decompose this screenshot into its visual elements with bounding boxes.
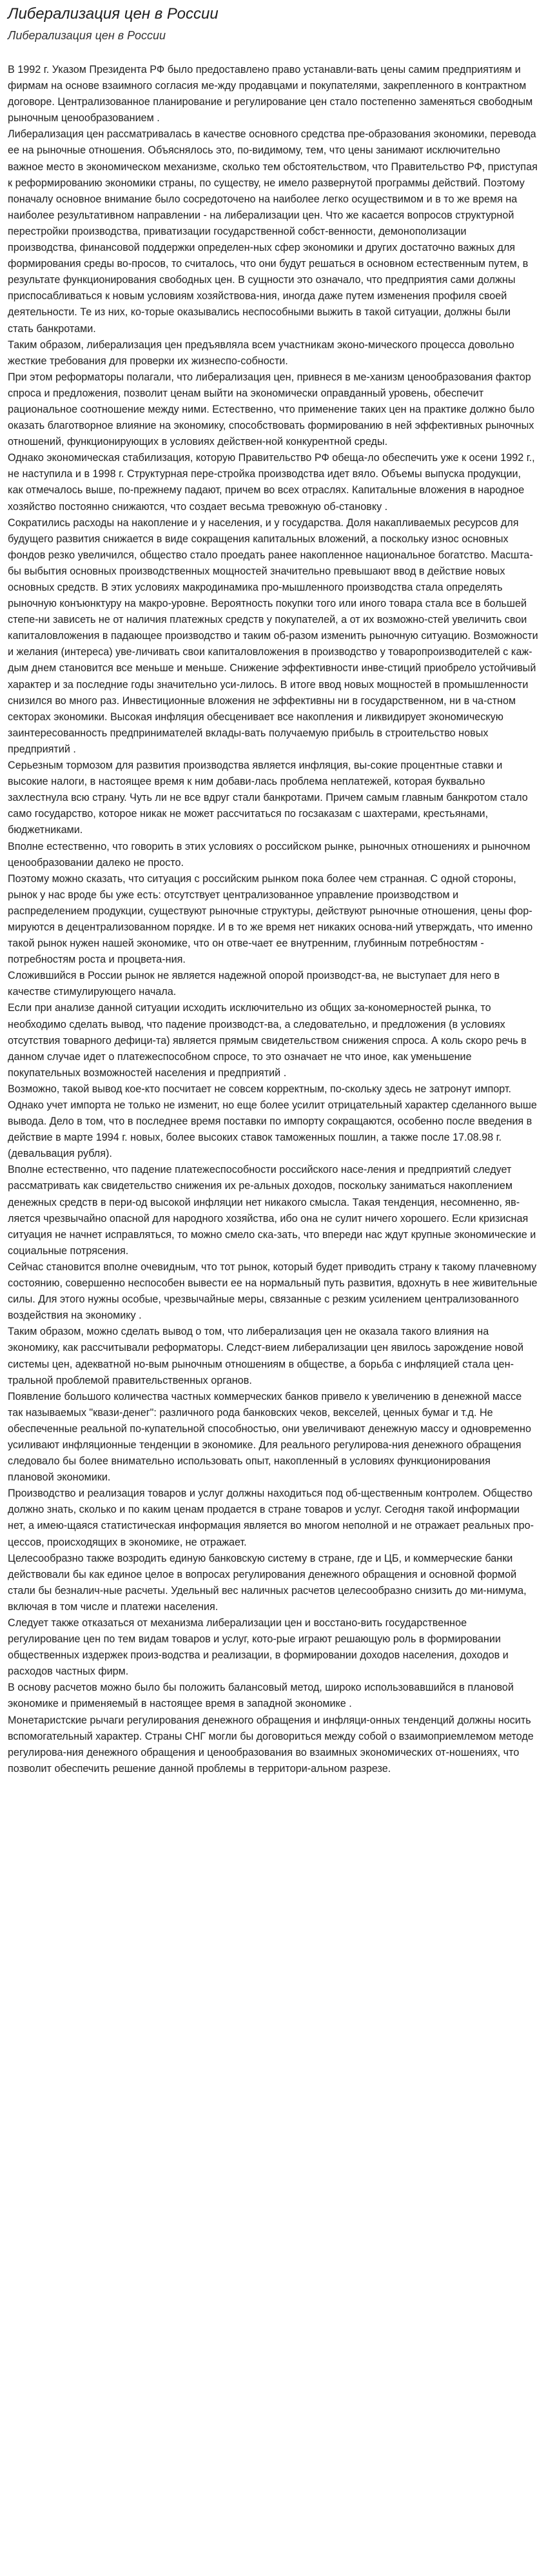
paragraph: В основу расчетов можно было бы положить балансовый метод, широко использовавшийся в плановой экономике и применяемый в настоящее время в западной экономике . [8, 1682, 514, 1710]
paragraph: Если при анализе данной ситуации исходить исключительно из общих за-кономерностей рынка, то необходимо сделать вывод, что падение производст-ва, а следовательно, и предложения (в условиях отсутствия товарного дефици-та) является прямым свидетельством снижения спроса. А коль скоро речь в данном случае идет о платежеспособном спросе, то это означает не что иное, как уменьшение покупательных возможностей населения и предприятий . [8, 1002, 527, 1079]
paragraph: Серьезным тормозом для развития производства является инфляция, вы-сокие процентные ставки и высокие налоги, в настоящее время к ним добави-лась проблема неплатежей, которая буквально захлестнула всю страну. Чуть ли не все вдруг стали банкротами. Причем самым главным банкротом стало само государство, которое никак не может рассчитаться по госзаказам с шахтерами, крестьянами, бюджетниками. [8, 760, 528, 836]
paragraph: Таким образом, либерализация цен предъявляла всем участникам эконо-мического процесса довольно жесткие требования для проверки их жизнеспо-собности. [8, 339, 514, 367]
page-subtitle: Либерализация цен в России [8, 29, 166, 42]
paragraph: Производство и реализация товаров и услуг должны находиться под об-щественным контролем. Общество должно знать, сколько и по каким ценам продается в стране товаров и услуг. Сегодня такой информации нет, а имею-щаяся статистическая информация является во многом неполной и не отражает реальных про-цессов, происходящих в экономике, не отражает. [8, 1488, 534, 1548]
paragraph: Однако экономическая стабилизация, которую Правительство РФ обеща-ло обеспечить уже к осени 1992 г., не наступила и в 1998 г. Структурная пере-стройка производства идет вяло. Объемы выпуска продукции, как отмечалось выше, по-прежнему падают, причем во всех отраслях. Капитальные вложения в народное хозяйство постоянно снижаются, что создает весьма тревожную об-становку . [8, 452, 535, 513]
paragraph: Следует также отказаться от механизма либерализации цен и восстано-вить государственное регулирование цен по тем видам товаров и услуг, кото-рые играют решающую роль в формировании общественных издержек произ-водства и реализации, в формировании доходов населения, доходов и расходов частных фирм. [8, 1617, 509, 1678]
paragraph: Либерализация цен рассматривалась в качестве основного средства пре-образования экономики, перевода ее на рыночные отношения. Объяснялось это, по-видимому, тем, что цены занимают исключительно важное место в экономическом механизме, сколько тем обстоятельством, что Правительство РФ, приступая к реформированию экономики страны, по существу, не имело развернутой программы действий. Поэтому поначалу основное внимание было сосредоточено на наиболее легко осуществимом и в то же время на наиболее результативном направлении - на либерализации цен. Что же касается вопросов структурной перестройки производства, приватизации государственной собст-венности, демонополизации производства, финансовой поддержки определен-ных сфер экономики и других достаточно важных для формирования среды во-просов, то считалось, что они будут решаться в основном естественным путем, в результате функционирования свободных цен. В сущности это означало, что предприятия сами должны приспосабливаться к новым условиям хозяйствова-ния, иногда даже путем изменения профиля своей деятельности. Те из них, ко-торые оказывались неспособными выжить в такой ситуации, должны были стать банкротами. [8, 128, 538, 335]
paragraph: Сейчас становится вполне очевидным, что тот рынок, который будет приводить страну к такому плачевному состоянию, совершенно неспособен вывести ее на нормальный путь развития, вдохнуть в нее живительные силы. Для этого нужны особые, чрезвычайные меры, связанные с резким усилением централизованного воздействия на экономику . [8, 1261, 538, 1322]
paragraph: Целесообразно также возродить единую банковскую систему в стране, где и ЦБ, и коммерческие банки действовали бы как единое целое в вопросах регулирования денежного обращения и основной формой стали бы безналич-ные расчеты. Удельный вес наличных расчетов целесообразно снизить до ми-нимума, включая в том числе и платежи населения. [8, 1552, 527, 1613]
paragraph: При этом реформаторы полагали, что либерализация цен, привнеся в ме-ханизм ценообразования фактор спроса и предложения, позволит ценам выйти на экономически оправданный уровень, обеспечит рациональное соотношение между ними. Естественно, что применение таких цен на практике должно было оказать благотворное влияние на экономику, способствовать формированию в ней эффективных рыночных отношений, функционирующих в условиях действен-ной конкурентной среды. [8, 371, 535, 448]
paragraph: Возможно, такой вывод кое-кто посчитает не совсем корректным, по-скольку здесь не затронут импорт. Однако учет импорта не только не изменит, но еще более усилит отрицательный характер сделанного выше вывода. Дело в том, что в последнее время поставки по импорту сокращаются, особенно после введения в действие в марте 1994 г. новых, более высоких ставок таможенных пошлин, а также после 17.08.98 г. (девальвация рубля). [8, 1083, 537, 1160]
paragraph: Появление большого количества частных коммерческих банков привело к увеличению в денежной массе так называемых "квази-денег": различного рода банковских чеков, векселей, ценных бумаг и т.д. Не обеспеченные реальной по-купательной способностью, они увеличивают денежную массу и одновременно усиливают инфляционные тенденции в экономике. Для реального регулирова-ния денежного обращения следовало бы более внимательно использовать опыт, накопленный в условиях функционирования плановой экономики. [8, 1390, 532, 1484]
paragraph: В 1992 г. Указом Президента РФ было предоставлено право устанавли-вать цены самим предприятиям и фирмам на основе взаимного согласия ме-жду продавцами и покупателями, закрепленного в контрактном договоре. Централизованное планирование и регулирование цен стало постепенно заменяться свободным рыночным ценообразованием . [8, 64, 533, 124]
paragraph: Вполне естественно, что говорить в этих условиях о российском рынке, рыночных отношениях и рыночном ценообразовании далеко не просто. [8, 840, 531, 869]
article-body [8, 62, 538, 1777]
page-title: Либерализация цен в России [8, 5, 219, 23]
paragraph: Поэтому можно сказать, что ситуация с российским рынком пока более чем странная. С одной стороны, рынок у нас вроде бы уже есть: отсутствует централизованное управление производством и распределением продукции, существуют рыночные структуры, действуют рыночные отношения, цены фор-мируются в децентрализованном порядке. И в то же время нет никаких основа-ний утверждать, что именно такой рынок нужен нашей экономике, что он отве-чает ее внутренним, глубинным потребностям - потребностям роста и процвета-ния. [8, 872, 533, 966]
paragraph: Таким образом, можно сделать вывод о том, что либерализация цен не оказала такого влияния на экономику, как рассчитывали реформаторы. Следст-вием либерализации цен явилось зарождение новой системы цен, адекватной но-вым рыночным отношениям в обществе, а борьба с инфляцией стала цен-тральной проблемой правительственных органов. [8, 1326, 524, 1386]
paragraph: Сложившийся в России рынок не является надежной опорой производст-ва, не выступает для него в качестве стимулирующего начала. [8, 970, 500, 998]
paragraph: Монетаристские рычаги регулирования денежного обращения и инфляци-онных тенденций должны носить вспомогательный характер. Страны СНГ могли бы договориться между собой о взаимоприемлемом методе регулирова-ния денежного обращения и ценообразования во взаимных экономических от-ношениях, что позволит обеспечить решение данной проблемы в территори-альном разрезе. [8, 1714, 534, 1775]
paragraph: Сократились расходы на накопление и у населения, и у государства. Доля накапливаемых ресурсов для будущего развития снижается в виде сокращения капитальных вложений, а поскольку износ основных фондов резко увеличился, общество стало проедать ранее накопленное национальное богатство. Масшта-бы выбытия основных производственных мощностей значительно превышают ввод в действие новых основных средств. В этих условиях макродинамика про-мышленного производства стала определять рыночную конъюнктуру на макро-уровне. Вероятность покупки того или иного товара стала все в большей степе-ни зависеть не от наличия платежных средств у покупателей, а от их возможно-стей увеличить свои капиталовложения в падающее производство и таким об-разом изменить рыночную ситуацию. Возможности и желания (интереса) уве-личивать свои капиталовложения в производство у товаропроизводителей с каж-дым днем становится все меньше и меньше. Снижение эффективности инве-стиций приобрело устойчивый характер и за последние годы значительно уси-лилось. В итоге ввод новых мощностей в промышленности снизился во много раз. Инвестиционные вложения не эффективны ни в государственном, ни в ча-стном секторах экономики. Высокая инфляция обесценивает все накопления и ликвидирует экономическую заинтересованность предпринимателей вклады-вать получаемую прибыль в строительство новых предприятий . [8, 516, 538, 755]
paragraph: Вполне естественно, что падение платежеспособности российского насе-ления и предприятий следует рассматривать как свидетельство снижения их ре-альных доходов, поскольку заниматься накоплением денежных средств в пери-од высокой инфляции нет никакого смысла. Такая тенденция, несомненно, яв-ляется чрезвычайно опасной для народного хозяйства, ибо она не сулит ничего хорошего. Если кризисная ситуация не начнет исправляться, то можно смело ска-зать, что впереди нас ждут крупные экономические и социальные потрясения. [8, 1164, 536, 1257]
